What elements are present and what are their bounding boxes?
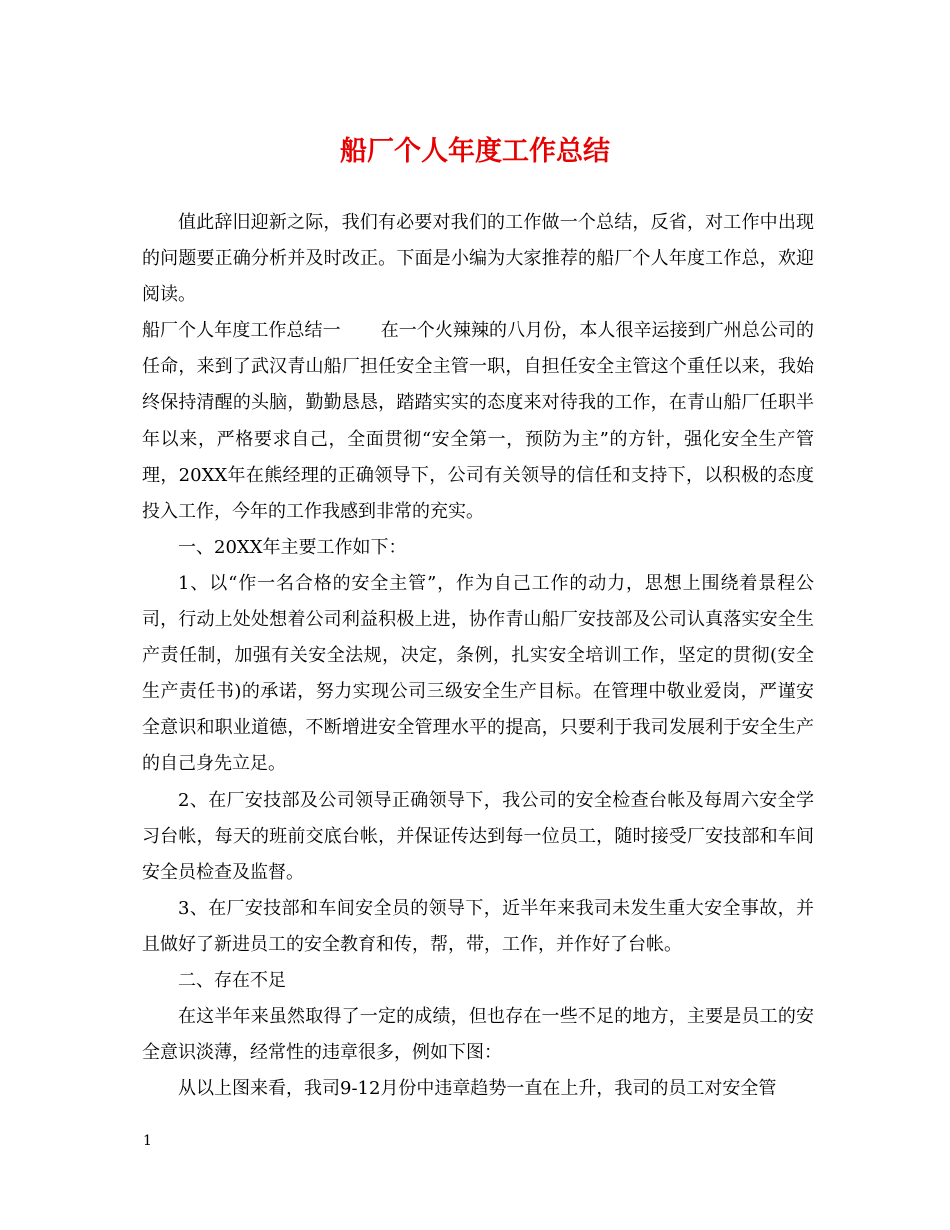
paragraph-analysis: 从以上图来看，我司9-12月份中违章趋势一直在上升，我司的员工对安全管: [178, 1078, 777, 1100]
heading-main-work: 一、20XX年主要工作如下：: [178, 536, 407, 558]
page-number: 1: [143, 1133, 152, 1149]
section-text: 在一个火辣辣的八月份，本人很辛运接到广州总公司的任命，来到了武汉青山船厂担任安全主管一职，自担任安全主管这个重任以来，我始终保持清醒的头脑，勤勤恳恳，踏踏实实的态度来对待我的工作，在青山船厂任职半年以来，严格要求自己，全面贯彻“安全第一，预防为主”的方针，强化安全生产管理，20XX年在熊经理的正确领导下，公司有关领导的信任和支持下，以积极的态度投入工作，今年的工作我感到非常的充实。: [142, 320, 815, 522]
document-body: [142, 205, 814, 1107]
section-heading: 船厂个人年度工作总结一: [142, 320, 341, 342]
document-title: 船厂个人年度工作总结: [340, 136, 610, 167]
paragraph-shortcomings: 在这半年来虽然取得了一定的成绩，但也存在一些不足的地方，主要是员工的安全意识淡薄，经常性的违章很多，例如下图：: [142, 1006, 814, 1064]
paragraph-item-1: 1、以“作一名合格的安全主管”，作为自己工作的动力，思想上围绕着景程公司，行动上处处想着公司利益积极上进，协作青山船厂安技部及公司认真落实安全生产责任制，加强有关安全法规，决定，条例，扎实安全培训工作，坚定的贯彻(安全生产责任书)的承诺，努力实现公司三级安全生产目标。在管理中敬业爱岗，严谨安全意识和职业道德，不断增进安全管理水平的提高，只要利于我司发展利于安全生产的自己身先立足。: [142, 572, 814, 775]
intro-paragraph: 值此辞旧迎新之际，我们有必要对我们的工作做一个总结，反省，对工作中出现的问题要正确分析并及时改正。下面是小编为大家推荐的船厂个人年度工作总，欢迎阅读。: [142, 212, 814, 306]
heading-shortcomings: 二、存在不足: [178, 969, 286, 991]
section-paragraph: [142, 313, 814, 530]
paragraph-item-3: 3、在厂安技部和车间安全员的领导下，近半年来我司未发生重大安全事故，并且做好了新进员工的安全教育和传，帮，带，工作，并作好了台帐。: [142, 897, 814, 955]
paragraph-item-2: 2、在厂安技部及公司领导正确领导下，我公司的安全检查台帐及每周六安全学习台帐，每天的班前交底台帐，并保证传达到每一位员工，随时接受厂安技部和车间安全员检查及监督。: [142, 789, 814, 883]
